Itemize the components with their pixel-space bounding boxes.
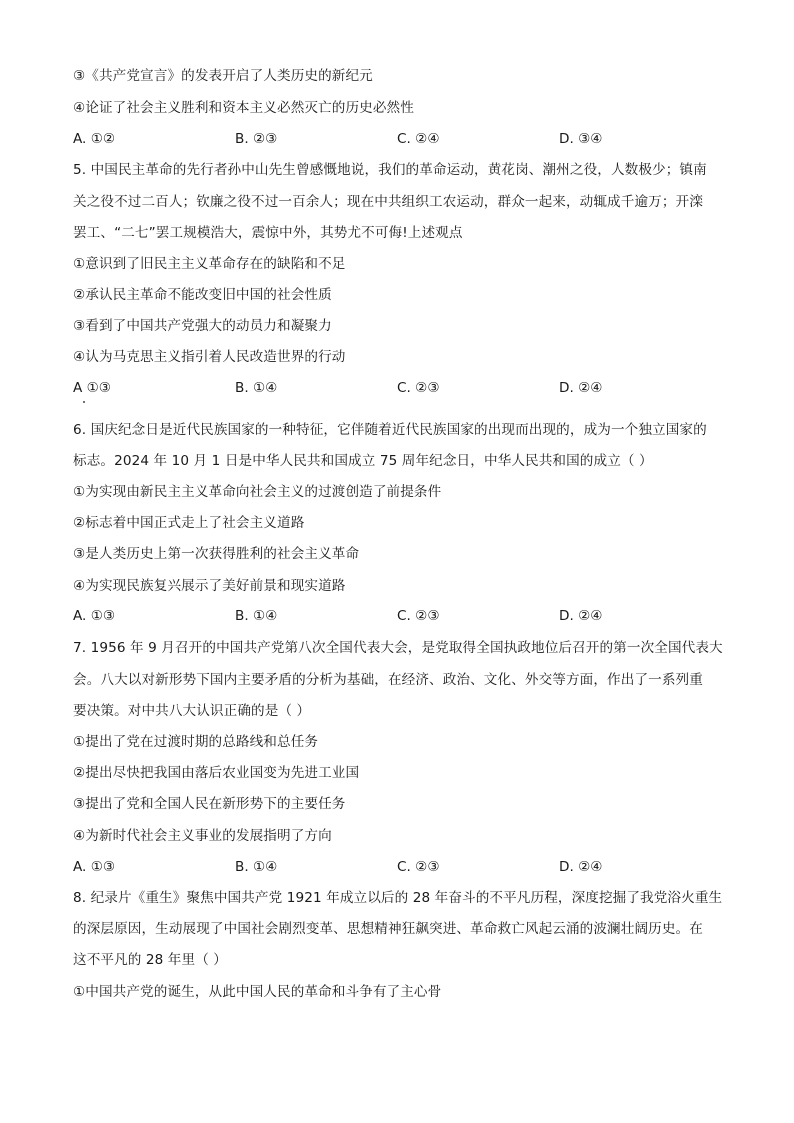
q4-option-a[interactable]: A. ①②: [73, 131, 116, 147]
q4-item-3: ③《共产党宣言》的发表开启了人类历史的新纪元: [73, 68, 373, 84]
q6-options: [73, 606, 733, 626]
q4-options: [73, 129, 733, 149]
q5-item-3: ③看到了中国共产党强大的动员力和凝聚力: [73, 318, 332, 334]
q5-item-1: ①意识到了旧民主主义革命存在的缺陷和不足: [73, 256, 346, 272]
q5-stem-line-2: 关之役不过二百人；钦廉之役不过一百余人；现在中共组织工农运动，群众一起来，动辄成千逾万；开滦: [73, 194, 703, 210]
q8-stem-line-1: 8. 纪录片《重生》聚焦中国共产党 1921 年成立以后的 28 年奋斗的不平凡历程，深度挖掘了我党浴火重生: [73, 890, 723, 906]
q6-option-d[interactable]: D. ②④: [559, 608, 603, 624]
q5-option-c[interactable]: C. ②③: [397, 380, 440, 396]
q5-item-4: ④认为马克思主义指引着人民改造世界的行动: [73, 349, 346, 365]
q5-stem-line-3: 罢工、“二七”罢工规模浩大，震惊中外，其势尤不可侮!上述观点: [73, 225, 463, 241]
q6-item-3: ③是人类历史上第一次获得胜利的社会主义革命: [73, 546, 360, 562]
q5-option-b[interactable]: B. ①④: [235, 380, 278, 396]
q7-option-a[interactable]: A. ①③: [73, 859, 116, 875]
q7-item-3: ③提出了党和全国人民在新形势下的主要任务: [73, 796, 346, 812]
q7-option-c[interactable]: C. ②③: [397, 859, 440, 875]
q7-stem-line-1: 7. 1956 年 9 月召开的中国共产党第八次全国代表大会，是党取得全国执政地位后召开的第一次全国代表大: [73, 640, 723, 656]
q6-item-4: ④为实现民族复兴展示了美好前景和现实道路: [73, 578, 346, 594]
q5-stem-line-1: 5. 中国民主革命的先行者孙中山先生曾感慨地说，我们的革命运动，黄花岗、潮州之役，人数极少；镇南: [73, 162, 707, 178]
q6-stem-line-2: 标志。2024 年 10 月 1 日是中华人民共和国成立 75 周年纪念日，中华人民共和国的成立（ ）: [73, 453, 653, 469]
q7-item-4: ④为新时代社会主义事业的发展指明了方向: [73, 828, 332, 844]
q7-stem-line-3: 要决策。对中共八大认识正确的是（ ）: [73, 703, 311, 719]
q6-stem-line-1: 6. 国庆纪念日是近代民族国家的一种特征，它伴随着近代民族国家的出现而出现的，成为一个独立国家的: [73, 422, 707, 438]
q4-option-c[interactable]: C. ②④: [397, 131, 440, 147]
q5-option-a[interactable]: A ①③: [73, 380, 111, 396]
q5-item-2: ②承认民主革命不能改变旧中国的社会性质: [73, 287, 332, 303]
q7-stem-line-2: 会。八大以对新形势下国内主要矛盾的分析为基础，在经济、政治、文化、外交等方面，作出了一系列重: [73, 672, 703, 688]
q5-option-d[interactable]: D. ②④: [559, 380, 603, 396]
q4-item-4: ④论证了社会主义胜利和资本主义必然灭亡的历史必然性: [73, 100, 414, 116]
q7-option-d[interactable]: D. ②④: [559, 859, 603, 875]
q7-item-1: ①提出了党在过渡时期的总路线和总任务: [73, 734, 319, 750]
q7-item-2: ②提出尽快把我国由落后农业国变为先进工业国: [73, 765, 360, 781]
q5-options: [73, 378, 733, 398]
q8-stem-line-2: 的深层原因，生动展现了中国社会剧烈变革、思想精神狂飙突进、革命救亡风起云涌的波澜壮阔历史。在: [73, 921, 703, 937]
q4-option-b[interactable]: B. ②③: [235, 131, 278, 147]
q8-stem-line-3: 这不平凡的 28 年里（ ）: [73, 952, 228, 968]
q6-item-1: ①为实现由新民主主义革命向社会主义的过渡创造了前提条件: [73, 484, 442, 500]
q7-option-b[interactable]: B. ①④: [235, 859, 278, 875]
q8-item-1: ①中国共产党的诞生，从此中国人民的革命和斗争有了主心骨: [73, 984, 442, 1000]
q6-option-b[interactable]: B. ①④: [235, 608, 278, 624]
q4-option-d[interactable]: D. ③④: [559, 131, 603, 147]
q6-option-c[interactable]: C. ②③: [397, 608, 440, 624]
q7-options: [73, 857, 733, 877]
q6-item-2: ②标志着中国正式走上了社会主义道路: [73, 515, 305, 531]
stray-dot-mark: [83, 401, 85, 403]
q6-option-a[interactable]: A. ①③: [73, 608, 116, 624]
